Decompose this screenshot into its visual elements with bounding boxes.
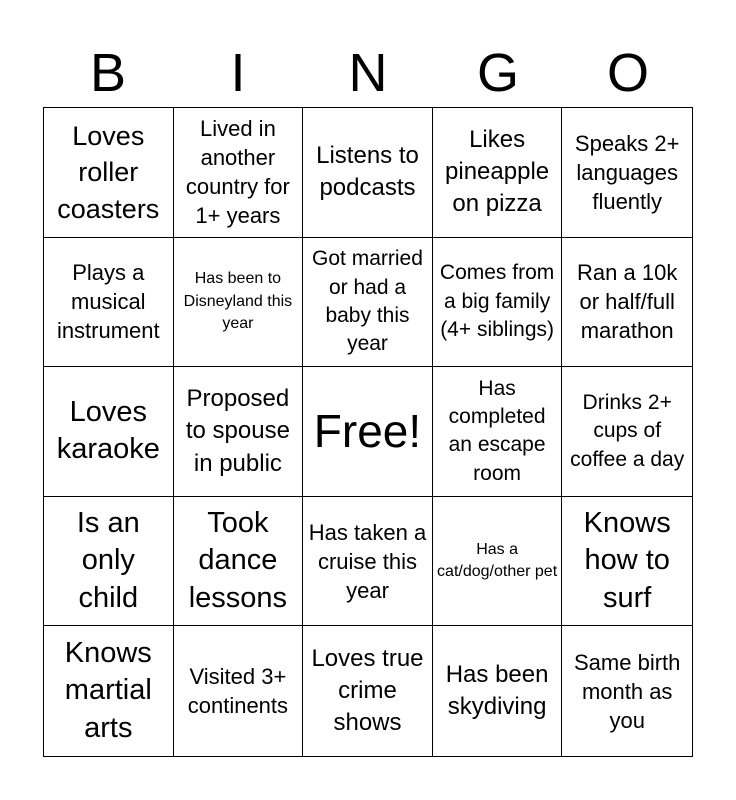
header-letter-b: B bbox=[89, 43, 127, 103]
bingo-cell-r3-c1: Loves karaoke bbox=[44, 367, 174, 497]
bingo-grid bbox=[43, 107, 693, 757]
bingo-cell-r1-c4: Likes pineapple on pizza bbox=[433, 108, 563, 238]
bingo-header bbox=[43, 40, 693, 106]
bingo-cell-r3-c2: Proposed to spouse in public bbox=[174, 367, 304, 497]
bingo-cell-r2-c3: Got married or had a baby this year bbox=[303, 238, 433, 368]
bingo-cell-r4-c1: Is an only child bbox=[44, 497, 174, 627]
bingo-cell-r5-c2: Visited 3+ continents bbox=[174, 626, 304, 756]
bingo-cell-r3-c4: Has completed an escape room bbox=[433, 367, 563, 497]
bingo-cell-r3-c5: Drinks 2+ cups of coffee a day bbox=[562, 367, 692, 497]
bingo-cell-r2-c2: Has been to Disneyland this year bbox=[174, 238, 304, 368]
header-letter-g: G bbox=[476, 43, 519, 103]
bingo-cell-r5-c3: Loves true crime shows bbox=[303, 626, 433, 756]
bingo-cell-r1-c1: Loves roller coasters bbox=[44, 108, 174, 238]
header-letter-o: O bbox=[606, 43, 649, 103]
bingo-cell-r2-c1: Plays a musical instrument bbox=[44, 238, 174, 368]
bingo-cell-r4-c2: Took dance lessons bbox=[174, 497, 304, 627]
bingo-cell-r2-c5: Ran a 10k or half/full marathon bbox=[562, 238, 692, 368]
bingo-cell-r4-c4: Has a cat/dog/other pet bbox=[433, 497, 563, 627]
bingo-cell-r4-c3: Has taken a cruise this year bbox=[303, 497, 433, 627]
header-letter-i: I bbox=[230, 43, 246, 103]
bingo-cell-r5-c1: Knows martial arts bbox=[44, 626, 174, 756]
bingo-cell-r1-c2: Lived in another country for 1+ years bbox=[174, 108, 304, 238]
bingo-cell-r5-c5: Same birth month as you bbox=[574, 649, 681, 733]
bingo-cell-r2-c4: Comes from a big family (4+ siblings) bbox=[433, 238, 563, 368]
bingo-cell-r4-c5: Knows how to surf bbox=[562, 497, 692, 627]
bingo-cell-r1-c5: Speaks 2+ languages fluently bbox=[562, 108, 692, 238]
bingo-cell-r1-c3: Listens to podcasts bbox=[303, 108, 433, 238]
bingo-cell-r5-c4: Has been skydiving bbox=[433, 626, 563, 756]
bingo-cell-free-space: Free! bbox=[303, 367, 433, 497]
header-letter-n: N bbox=[348, 43, 388, 103]
